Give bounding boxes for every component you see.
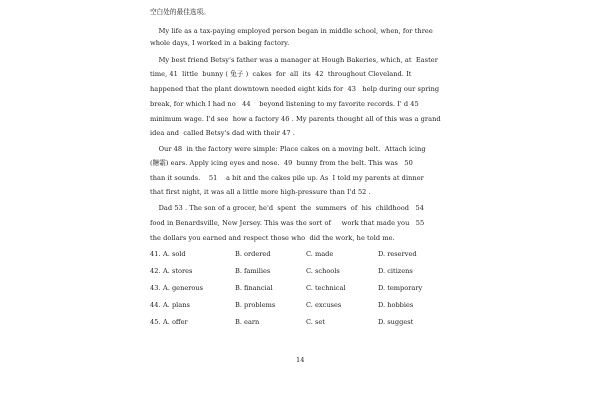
option-a: A. stores	[163, 267, 193, 275]
passage-line: whole days, I worked in a baking factory.	[150, 39, 290, 47]
passage-line: (糖霜) ears. Apply icing eyes and nose. 49 bunny from the belt. This was 50	[150, 159, 413, 167]
option-a: A. offer	[163, 318, 188, 326]
option-b: B. problems	[235, 301, 276, 309]
passage-line: break, for which I had no 44 beyond listening to my favorite records. I' d 45	[150, 100, 419, 108]
passage-line: that first night, it was all a little more high-pressure than I'd 52 .	[150, 188, 371, 196]
passage-line: My life as a tax-paying employed person began in middle school, when, for three	[150, 27, 433, 35]
question-number: 43.	[150, 284, 161, 292]
option-c: C. set	[306, 318, 325, 326]
option-c: C. excuses	[306, 301, 342, 309]
question-number: 45.	[150, 318, 161, 326]
option-d: D. hobbies	[378, 301, 414, 309]
passage-line: time, 41 little bunny ( 兔子 ) cakes for all its 42 throughout Cleveland. It	[150, 70, 412, 78]
option-a: A. plans	[163, 301, 190, 309]
passage-line: than it sounds. 51 a bit and the cakes pile up. As I told my parents at dinner	[150, 174, 424, 182]
passage-line: My best friend Betsy's father was a manager at Hough Bakeries, which, at Easter	[150, 56, 438, 64]
passage-line: Dad 53 . The son of a grocer, he'd spent the summers of his childhood 54	[150, 204, 424, 212]
passage-line: Our 48 in the factory were simple: Place cakes on a moving belt. Attach icing	[150, 145, 426, 153]
option-b: B. earn	[235, 318, 260, 326]
option-c: C. made	[306, 250, 334, 258]
option-b: B. financial	[235, 284, 273, 292]
option-c: C. technical	[306, 284, 346, 292]
option-d: D. temporary	[378, 284, 423, 292]
option-c: C. schools	[306, 267, 340, 275]
passage-line: food in Benardsville, New Jersey. This was the sort of work that made you 55	[150, 219, 425, 227]
option-a: A. sold	[163, 250, 186, 258]
instruction-text: 空白处的最佳选项。	[150, 8, 210, 16]
question-number: 42.	[150, 267, 161, 275]
passage-line: the dollars you earned and respect those who did the work, he told me.	[150, 234, 395, 242]
page-number: 14	[296, 356, 305, 364]
passage-line: happened that the plant downtown needed eight kids for 43 help during our spring	[150, 85, 440, 93]
option-d: D. reserved	[378, 250, 417, 258]
question-number: 41.	[150, 250, 161, 258]
option-a: A. generous	[163, 284, 203, 292]
option-b: B. ordered	[235, 250, 271, 258]
passage-line: minimum wage. I'd see how a factory 46 . My parents thought all of this was a grand	[150, 115, 441, 123]
passage-line: idea and called Betsy's dad with their 47 .	[150, 129, 295, 137]
option-d: D. suggest	[378, 318, 414, 326]
question-number: 44.	[150, 301, 161, 309]
option-d: D. citizens	[378, 267, 413, 275]
option-b: B. families	[235, 267, 271, 275]
